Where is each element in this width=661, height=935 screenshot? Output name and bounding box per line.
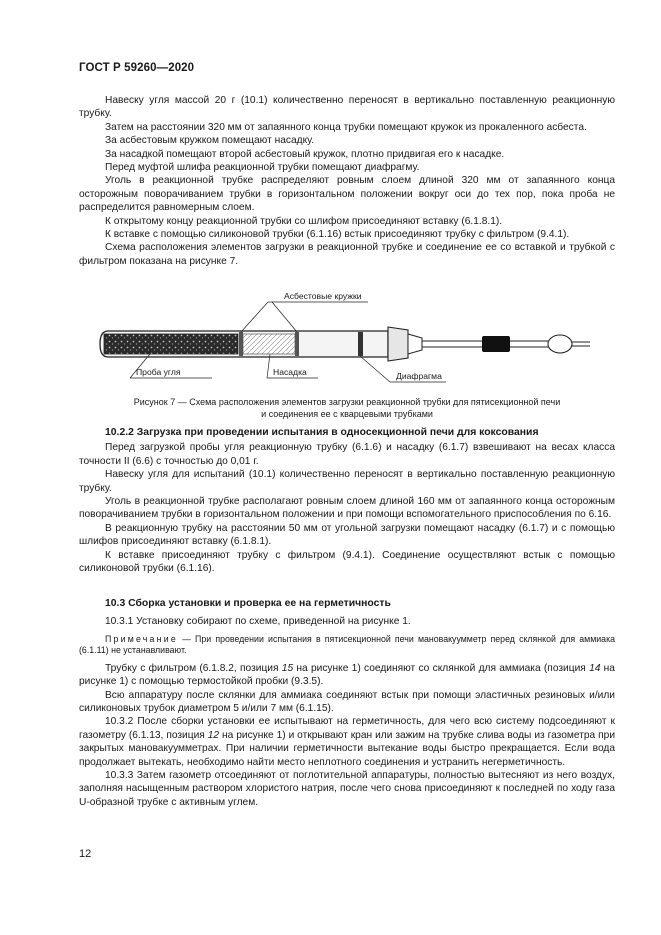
paragraph: Уголь в реакционной трубке распределяют ровным слоем длиной 320 мм от запаянного конца осторожным поворачиванием трубки в горизонтальном положении вокруг оси до тех пор, пока проба не распределится равномерным слоем. xyxy=(79,175,615,214)
paragraph: 10.3.3 Затем газометр отсоединяют от поглотительной аппаратуры, полностью вытесняют из него воздух, заполняя насыщенным раствором хлористого натрия, после чего снова присоединяют к последней по ходу газа U-образной трубке с активным углем. xyxy=(79,770,615,808)
page-number: 12 xyxy=(79,848,92,860)
paragraph: За насадкой помещают второй асбестовый кружок, плотно придвигая его к насадке. xyxy=(105,148,505,160)
insert xyxy=(408,334,422,354)
paragraph: Перед загрузкой пробы угля реакционную трубку (6.1.6) и насадку (6.1.7) взвешивают на весах класса точности II (6.6) с точностью до 0,01 г. xyxy=(79,442,615,467)
paragraph: В реакционную трубку на расстоянии 50 мм от угольной загрузки помещают насадку (6.1.7) и с помощью шлифов присоединяют вставку (6.1.8.1). xyxy=(79,522,615,548)
section-10-2-2 xyxy=(79,426,615,575)
silicone-tube xyxy=(482,336,510,352)
coal-sample-layer xyxy=(104,334,238,354)
label-diaphragm: Диафрагма xyxy=(396,371,442,381)
label-coal-sample: Проба угля xyxy=(136,367,181,377)
paragraph: Затем на расстоянии 320 мм от запаянного конца трубки помещают кружок из прокаленного асбеста. xyxy=(105,121,587,133)
paragraph: Всю аппаратуру после склянки для аммиака соединяют встык при помощи эластичных резиновых и/или силиконовых трубок диаметром 5 и/или 7 мм (6.1.15). xyxy=(79,689,615,715)
paragraph: 10.3.1 Установку собирают по схеме, приведенной на рисунке 1. xyxy=(105,616,411,628)
reaction-tube-diagram xyxy=(90,286,610,386)
figure-caption xyxy=(79,396,615,420)
note-text: — При проведении испытания в пятисекционной печи мановакуумметр перед склянкой для аммиака (6.1.11) не устанавливают. xyxy=(79,633,615,656)
packing-element xyxy=(243,334,295,354)
section-10-3 xyxy=(79,597,615,809)
section-heading: 10.2.2 Загрузка при проведении испытания в односекционной печи для коксования xyxy=(105,427,539,438)
paragraph: Навеску угля для испытаний (10.1) количественно переносят в вертикально поставленную реакционную трубку. xyxy=(79,469,615,494)
section-heading: 10.3 Сборка установки и проверка ее на герметичность xyxy=(105,598,391,609)
paragraph: 10.3.2 После сборки установки ее испытывают на герметичность, для чего всю систему подсоединяют к газометру (6.1.13, позиция 12 на рисунке 1) и открывают кран или зажим на трубке слива воды из газометра при закрытых мановакуумметрах. При наличии герметичности вытекание воды быстро прекращается. Если вода продолжает вытекать, необходимо найти место неплотного соединения и устранить негерметичность. xyxy=(79,716,616,768)
paragraph: К вставке присоединяют трубку с фильтром (9.4.1). Соединение осуществляют встык с помощью силиконовой трубки (6.1.16). xyxy=(79,549,615,575)
paragraph: К открытому концу реакционной трубки со шлифом присоединяют вставку (6.1.8.1). xyxy=(105,215,503,227)
paragraph: За асбестовым кружком помещают насадку. xyxy=(105,135,315,147)
diaphragm xyxy=(358,332,363,356)
paragraph: Уголь в реакционной трубке располагают ровным слоем длиной 160 мм от запаянного конца осторожным поворачиванием трубки в горизонтальном положении и при помощи вспомогательного приспособления по 6.16. xyxy=(79,496,615,521)
paragraph: Схема расположения элементов загрузки в реакционной трубке и соединение ее со вставкой и трубкой с фильтром показана на рисунке 7. xyxy=(79,242,615,267)
caption-line: Рисунок 7 — Схема расположения элементов загрузки реакционной трубки для пятисекционной печи xyxy=(133,397,561,407)
paragraph: Перед муфтой шлифа реакционной трубки помещают диафрагму. xyxy=(105,162,420,174)
document-header: ГОСТ Р 59260—2020 xyxy=(79,62,195,74)
note xyxy=(79,634,615,657)
asbestos-disc xyxy=(295,332,299,356)
filter-bulb xyxy=(548,335,572,353)
paragraph: Навеску угля массой 20 г (10.1) количественно переносят в вертикально поставленную реакционную трубку. xyxy=(79,95,615,120)
paragraph: К вставке с помощью силиконовой трубки (6.1.16) встык присоединяют трубку с фильтром (9.4.1). xyxy=(105,229,570,241)
label-packing: Насадка xyxy=(273,367,307,377)
caption-line: и соединения ее с кварцевыми трубками xyxy=(261,409,433,419)
note-label: Примечание xyxy=(105,633,178,644)
paragraph: Трубку с фильтром (6.1.8.2, позиция 15 на рисунке 1) соединяют со склянкой для аммиака (позиция 14 на рисунке 1) с помощью термостойкой пробки (9.3.5). xyxy=(79,662,615,688)
label-asbestos-discs: Асбестовые кружки xyxy=(284,291,362,301)
intro-text xyxy=(79,94,615,268)
ground-joint xyxy=(388,327,408,361)
asbestos-disc xyxy=(239,332,243,356)
figure-7-diagram xyxy=(90,286,610,386)
